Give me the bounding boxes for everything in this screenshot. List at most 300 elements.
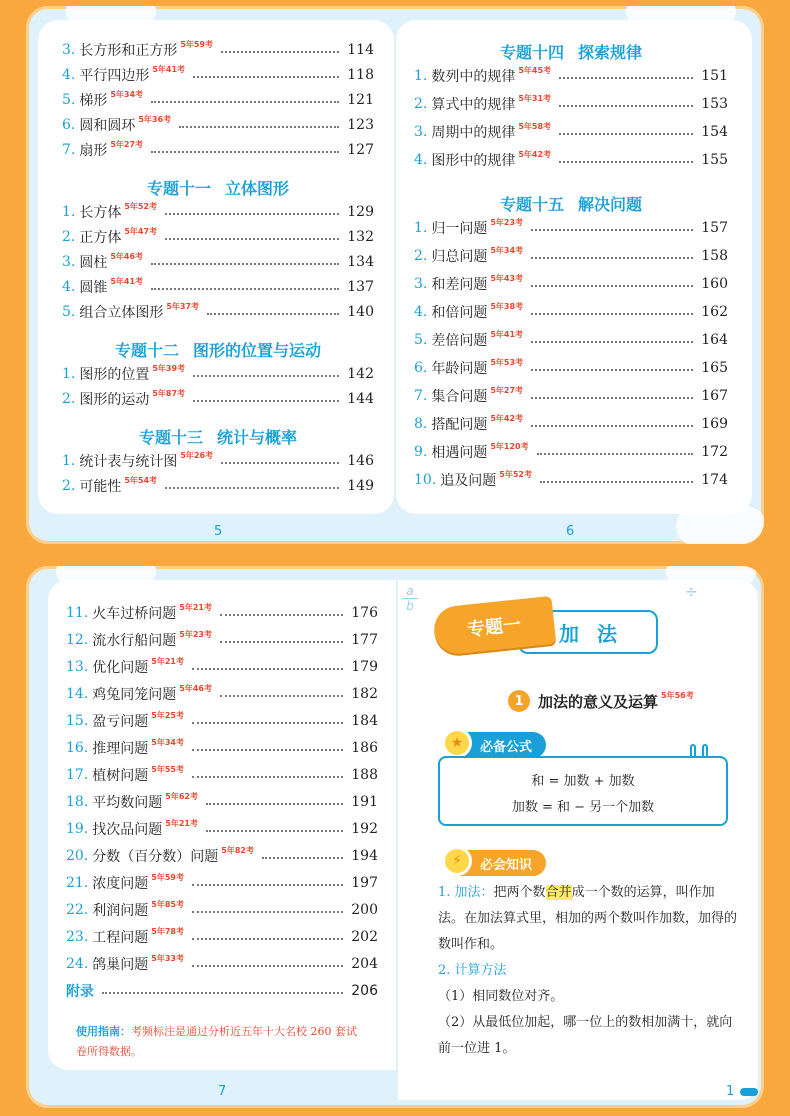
- toc-entry[interactable]: [62, 388, 374, 410]
- frequency-badge: 5年55考: [151, 764, 184, 774]
- toc-entry[interactable]: [66, 791, 378, 813]
- entry-page: 164: [701, 332, 728, 348]
- entry-number: 20.: [66, 848, 89, 864]
- leader-dots: [559, 133, 693, 135]
- toc-entry[interactable]: [414, 273, 728, 295]
- entry-title: 归一问题: [431, 221, 488, 237]
- entry-page: 142: [347, 366, 374, 382]
- frequency-badge: 5年59考: [180, 39, 214, 49]
- leader-dots: [220, 641, 343, 643]
- entry-number: 3.: [62, 42, 76, 58]
- entry-title: 和差问题: [431, 277, 488, 293]
- leader-dots: [559, 77, 693, 79]
- k1-pre: 把两个数: [493, 885, 546, 900]
- lesson-heading: [508, 690, 694, 712]
- frequency-badge: 5年39考: [152, 363, 186, 373]
- page-number-6: 6: [566, 524, 575, 539]
- section-label: 专题十一: [146, 179, 211, 198]
- frequency-badge: 5年27考: [490, 385, 524, 395]
- bottom-spread: [26, 566, 764, 1108]
- leader-dots: [531, 397, 693, 399]
- frequency-badge: 5年56考: [661, 690, 694, 700]
- method-step-2: （2）从最低位加起，哪一位上的数相加满十，就向前一位进 1。: [438, 1015, 733, 1056]
- entry-title: 扇形: [79, 143, 108, 159]
- entry-title: 推理问题: [92, 741, 149, 757]
- entry-number: 21.: [66, 875, 89, 891]
- lesson-title: 加法的意义及运算: [538, 692, 659, 711]
- k1-highlight: 合并: [545, 885, 572, 900]
- entry-page: 153: [701, 96, 728, 112]
- toc-entry[interactable]: [62, 363, 374, 385]
- toc-entry[interactable]: [66, 602, 378, 624]
- entry-number: 5.: [62, 92, 76, 108]
- leader-dots: [165, 487, 339, 489]
- toc-entry[interactable]: [62, 89, 374, 111]
- entry-page: 206: [351, 983, 378, 999]
- leader-dots: [559, 105, 693, 107]
- toc-entry[interactable]: [66, 926, 378, 948]
- entry-number: 1.: [414, 68, 428, 84]
- formula-line: 加数 = 和 − 另一个加数: [511, 800, 655, 815]
- entry-title: 圆和圆环: [79, 118, 136, 134]
- frequency-badge: 5年87考: [152, 388, 186, 398]
- section-title: 图形的位置与运动: [193, 341, 322, 360]
- entry-page: 160: [701, 276, 728, 292]
- entry-title: 差倍问题: [431, 333, 488, 349]
- leader-dots: [151, 101, 339, 103]
- leader-dots: [151, 263, 339, 265]
- leader-dots: [262, 857, 343, 859]
- leader-dots: [540, 481, 693, 483]
- entry-title: 鸡兔同笼问题: [92, 687, 177, 703]
- leader-dots: [220, 614, 343, 616]
- leader-dots: [151, 151, 339, 153]
- entry-page: 123: [347, 117, 374, 133]
- entry-page: 132: [347, 229, 374, 245]
- k1-post: 成一个数的运算，叫作加法。在加法算式里，相加的两个数叫作加数，加得的数叫作和。: [438, 885, 738, 952]
- leader-dots: [192, 722, 343, 724]
- formula-label-text: 必备公式: [480, 739, 533, 755]
- entry-page: 149: [347, 478, 374, 494]
- entry-title: 找次品问题: [92, 822, 163, 838]
- entry-page: 155: [701, 152, 728, 168]
- entry-page: 144: [347, 391, 374, 407]
- entry-title: 追及问题: [440, 473, 497, 489]
- toc-entry[interactable]: [62, 450, 374, 472]
- entry-page: 172: [701, 444, 728, 460]
- leader-dots: [165, 213, 339, 215]
- frequency-badge: 5年31考: [518, 93, 552, 103]
- entry-number: 8.: [414, 416, 428, 432]
- toc-entry[interactable]: [414, 245, 728, 267]
- knowledge-text: [438, 880, 738, 958]
- frequency-badge: 5年38考: [490, 301, 524, 311]
- entry-page: 154: [701, 124, 728, 140]
- frequency-badge: 5年52考: [124, 201, 158, 211]
- frequency-badge: 5年58考: [518, 121, 552, 131]
- entry-page: 188: [351, 767, 378, 783]
- frequency-badge: 5年21考: [165, 818, 198, 828]
- entry-title: 流水行船问题: [92, 633, 177, 649]
- topic-title: 加法: [518, 610, 658, 654]
- toc-entry[interactable]: [414, 441, 728, 463]
- leader-dots: [193, 76, 339, 78]
- toc-entry[interactable]: [62, 201, 374, 223]
- frequency-badge: 5年78考: [151, 926, 184, 936]
- leader-dots: [192, 749, 343, 751]
- entry-page: 151: [701, 68, 728, 84]
- toc-entry[interactable]: [62, 276, 374, 298]
- frequency-badge: 5年82考: [221, 845, 254, 855]
- toc-entry[interactable]: [62, 39, 374, 61]
- leader-dots: [192, 911, 343, 913]
- frequency-badge: 5年23考: [490, 217, 524, 227]
- entry-title: 图形的运动: [79, 392, 150, 408]
- section-title: 探索规律: [578, 43, 643, 62]
- page-number-1: 1: [726, 1084, 735, 1099]
- leader-dots: [531, 313, 693, 315]
- entry-number: 15.: [66, 713, 89, 729]
- entry-title: 长方体: [79, 205, 122, 221]
- entry-page: 179: [351, 659, 378, 675]
- section-title: 解决问题: [578, 195, 643, 214]
- star-icon: ★: [442, 728, 472, 758]
- k1-heading: 1. 加法：: [438, 885, 494, 900]
- entry-number: 6.: [414, 360, 428, 376]
- leader-dots: [221, 51, 339, 53]
- entry-title: 盈亏问题: [92, 714, 149, 730]
- leader-dots: [537, 453, 694, 455]
- section-label: 专题十二: [114, 341, 179, 360]
- entry-title: 算式中的规律: [431, 97, 516, 113]
- entry-number: 19.: [66, 821, 89, 837]
- toc-entry[interactable]: [414, 357, 728, 379]
- frequency-badge: 5年41考: [110, 276, 144, 286]
- toc-entry[interactable]: [62, 251, 374, 273]
- usage-guide: [76, 1022, 366, 1062]
- entry-number: 7.: [62, 142, 76, 158]
- entry-number: 6.: [62, 117, 76, 133]
- frequency-badge: 5年23考: [179, 629, 212, 639]
- guide-label: 使用指南：: [76, 1025, 131, 1038]
- frequency-badge: 5年47考: [124, 226, 158, 236]
- leader-dots: [151, 288, 339, 290]
- toc-entry[interactable]: [62, 301, 374, 323]
- leader-dots: [192, 884, 343, 886]
- entry-number: 2.: [62, 229, 76, 245]
- frequency-badge: 5年120考: [490, 441, 529, 451]
- entry-title: 统计表与统计图: [79, 454, 178, 470]
- entry-page: 118: [347, 67, 374, 83]
- page-tab: [740, 1088, 758, 1096]
- leader-dots: [165, 238, 339, 240]
- entry-page: 137: [347, 279, 374, 295]
- entry-number: 18.: [66, 794, 89, 810]
- entry-page: 184: [351, 713, 378, 729]
- fraction-denominator: b: [406, 599, 414, 613]
- frequency-badge: 5年62考: [165, 791, 198, 801]
- entry-title: 集合问题: [431, 389, 488, 405]
- entry-number: 1.: [62, 204, 76, 220]
- frequency-badge: 5年54考: [124, 475, 158, 485]
- entry-number: 2.: [62, 391, 76, 407]
- section-label: 专题十四: [499, 43, 564, 62]
- toc-entry[interactable]: [414, 149, 728, 171]
- entry-title: 火车过桥问题: [92, 606, 177, 622]
- section-heading-15: [416, 192, 726, 215]
- toc-entry[interactable]: [62, 226, 374, 248]
- fraction-numerator: a: [406, 584, 414, 598]
- method-heading: 2. 计算方法: [438, 963, 507, 978]
- entry-page: 191: [351, 794, 378, 810]
- appendix-title: 附录: [66, 984, 94, 1000]
- lesson-number: 1: [508, 690, 530, 712]
- entry-number: 5.: [414, 332, 428, 348]
- entry-page: 177: [351, 632, 378, 648]
- entry-page: 146: [347, 453, 374, 469]
- entry-number: 24.: [66, 956, 89, 972]
- entry-number: 12.: [66, 632, 89, 648]
- entry-page: 167: [701, 388, 728, 404]
- entry-title: 梯形: [79, 93, 108, 109]
- guide-text: 考频标注是通过分析近五年十大名校 260 套试卷所得数据。: [76, 1025, 357, 1058]
- frequency-badge: 5年34考: [151, 737, 184, 747]
- leader-dots: [559, 161, 693, 163]
- entry-page: 140: [347, 304, 374, 320]
- divide-icon: ÷: [684, 582, 698, 601]
- entry-number: 3.: [414, 124, 428, 140]
- toc-entry[interactable]: [66, 710, 378, 732]
- formula-label: [446, 732, 546, 758]
- entry-page: 157: [701, 220, 728, 236]
- frequency-badge: 5年33考: [151, 953, 184, 963]
- frequency-badge: 5年43考: [490, 273, 524, 283]
- section-title: 立体图形: [225, 179, 290, 198]
- entry-title: 长方形和正方形: [79, 43, 178, 59]
- entry-page: 165: [701, 360, 728, 376]
- toc-entry[interactable]: [66, 818, 378, 840]
- frequency-badge: 5年42考: [518, 149, 552, 159]
- section-heading-13: [62, 425, 374, 448]
- page-number-5: 5: [214, 524, 223, 539]
- toc-entry[interactable]: [66, 656, 378, 678]
- toc-entry[interactable]: [62, 139, 374, 161]
- toc-entry[interactable]: [66, 764, 378, 786]
- entry-page: 162: [701, 304, 728, 320]
- frequency-badge: 5年21考: [151, 656, 184, 666]
- leader-dots: [207, 313, 339, 315]
- entry-title: 和倍问题: [431, 305, 488, 321]
- entry-page: 204: [351, 956, 378, 972]
- frequency-badge: 5年34考: [110, 89, 144, 99]
- entry-page: 114: [347, 42, 374, 58]
- entry-title: 优化问题: [92, 660, 149, 676]
- section-heading-12: [62, 338, 374, 361]
- entry-number: 22.: [66, 902, 89, 918]
- toc-entry[interactable]: [66, 629, 378, 651]
- entry-number: 2.: [62, 478, 76, 494]
- entry-number: 14.: [66, 686, 89, 702]
- entry-number: 4.: [414, 152, 428, 168]
- leader-dots: [193, 375, 339, 377]
- entry-title: 鸽巢问题: [92, 957, 149, 973]
- section-heading-14: [416, 40, 726, 63]
- entry-page: 176: [351, 605, 378, 621]
- entry-page: 127: [347, 142, 374, 158]
- entry-page: 169: [701, 416, 728, 432]
- entry-page: 202: [351, 929, 378, 945]
- toc-entry[interactable]: [66, 845, 378, 867]
- method-step-1: （1）相同数位对齐。: [438, 989, 564, 1004]
- entry-number: 4.: [62, 279, 76, 295]
- frequency-badge: 5年27考: [110, 139, 144, 149]
- toc-entry[interactable]: [414, 65, 728, 87]
- leader-dots: [102, 992, 343, 994]
- toc-entry[interactable]: [414, 329, 728, 351]
- entry-page: 134: [347, 254, 374, 270]
- entry-page: 192: [351, 821, 378, 837]
- leader-dots: [220, 695, 343, 697]
- frequency-badge: 5年41考: [490, 329, 524, 339]
- leader-dots: [192, 938, 343, 940]
- entry-title: 组合立体图形: [79, 305, 164, 321]
- entry-number: 3.: [62, 254, 76, 270]
- frequency-badge: 5年26考: [180, 450, 214, 460]
- top-spread: [26, 6, 764, 544]
- entry-title: 分数（百分数）问题: [92, 849, 219, 865]
- section-heading-11: [62, 176, 374, 199]
- entry-number: 9.: [414, 444, 428, 460]
- frequency-badge: 5年42考: [490, 413, 524, 423]
- toc-entry[interactable]: [66, 683, 378, 705]
- leader-dots: [221, 462, 339, 464]
- frequency-badge: 5年46考: [179, 683, 212, 693]
- section-label: 专题十五: [499, 195, 564, 214]
- section-title: 统计与概率: [217, 428, 298, 447]
- leader-dots: [192, 776, 343, 778]
- frequency-badge: 5年45考: [518, 65, 552, 75]
- entry-page: 129: [347, 204, 374, 220]
- frequency-badge: 5年85考: [151, 899, 184, 909]
- entry-title: 数列中的规律: [431, 69, 516, 85]
- leader-dots: [193, 400, 339, 402]
- lightning-icon: ⚡: [442, 846, 472, 876]
- leader-dots: [192, 668, 343, 670]
- toc-entry[interactable]: [414, 217, 728, 239]
- entry-number: 1.: [62, 453, 76, 469]
- frequency-badge: 5年46考: [110, 251, 144, 261]
- lesson-page: [398, 580, 758, 1100]
- toc-entry[interactable]: [66, 737, 378, 759]
- entry-title: 利润问题: [92, 903, 149, 919]
- leader-dots: [192, 965, 343, 967]
- entry-title: 相遇问题: [431, 445, 488, 461]
- entry-page: 174: [701, 472, 728, 488]
- frequency-badge: 5年53考: [490, 357, 524, 367]
- entry-number: 4.: [414, 304, 428, 320]
- toc-entry[interactable]: [62, 64, 374, 86]
- entry-title: 浓度问题: [92, 876, 149, 892]
- entry-number: 16.: [66, 740, 89, 756]
- entry-title: 图形中的规律: [431, 153, 516, 169]
- toc-entry[interactable]: [414, 93, 728, 115]
- entry-number: 1.: [414, 220, 428, 236]
- toc-entry[interactable]: [414, 469, 728, 491]
- entry-title: 圆锥: [79, 280, 108, 296]
- entry-title: 年龄问题: [431, 361, 488, 377]
- entry-number: 3.: [414, 276, 428, 292]
- leader-dots: [531, 369, 693, 371]
- leader-dots: [531, 425, 693, 427]
- entry-title: 周期中的规律: [431, 125, 516, 141]
- toc-entry[interactable]: [62, 114, 374, 136]
- toc-entry[interactable]: [414, 413, 728, 435]
- entry-number: 13.: [66, 659, 89, 675]
- toc-entry[interactable]: [414, 301, 728, 323]
- entry-number: 11.: [66, 605, 89, 621]
- entry-page: 197: [351, 875, 378, 891]
- leader-dots: [206, 803, 343, 805]
- frequency-badge: 5年37考: [166, 301, 200, 311]
- frequency-badge: 5年41考: [152, 64, 186, 74]
- topic-tag: 专题一: [432, 596, 556, 656]
- fraction-deco: [402, 584, 418, 613]
- entry-title: 工程问题: [92, 930, 149, 946]
- entry-title: 搭配问题: [431, 417, 488, 433]
- entry-number: 7.: [414, 388, 428, 404]
- frequency-badge: 5年34考: [490, 245, 524, 255]
- toc-entry[interactable]: [66, 899, 378, 921]
- entry-title: 圆柱: [79, 255, 108, 271]
- entry-number: 23.: [66, 929, 89, 945]
- entry-number: 5.: [62, 304, 76, 320]
- leader-dots: [206, 830, 343, 832]
- toc-entry[interactable]: [414, 385, 728, 407]
- formula-line: 和 = 加数 + 加数: [531, 774, 635, 789]
- toc-entry[interactable]: [66, 953, 378, 975]
- toc-appendix[interactable]: [66, 980, 378, 1002]
- frequency-badge: 5年21考: [179, 602, 212, 612]
- section-label: 专题十三: [138, 428, 203, 447]
- frequency-badge: 5年52考: [499, 469, 532, 479]
- frequency-badge: 5年25考: [151, 710, 184, 720]
- entry-page: 158: [701, 248, 728, 264]
- entry-title: 图形的位置: [79, 367, 150, 383]
- leader-dots: [531, 257, 693, 259]
- leader-dots: [531, 341, 693, 343]
- frequency-badge: 5年59考: [151, 872, 184, 882]
- frequency-badge: 5年36考: [138, 114, 172, 124]
- toc-entry[interactable]: [62, 475, 374, 497]
- page-number-7: 7: [218, 1084, 227, 1099]
- entry-title: 可能性: [79, 479, 122, 495]
- toc-entry[interactable]: [66, 872, 378, 894]
- knowledge-label-text: 必会知识: [480, 857, 533, 873]
- entry-page: 186: [351, 740, 378, 756]
- entry-page: 194: [351, 848, 378, 864]
- entry-title: 平行四边形: [79, 68, 150, 84]
- leader-dots: [179, 126, 339, 128]
- entry-title: 归总问题: [431, 249, 488, 265]
- leader-dots: [531, 285, 693, 287]
- entry-title: 植树问题: [92, 768, 149, 784]
- entry-page: 200: [351, 902, 378, 918]
- entry-title: 平均数问题: [92, 795, 163, 811]
- formula-box: [438, 756, 728, 826]
- toc-entry[interactable]: [414, 121, 728, 143]
- entry-title: 正方体: [79, 230, 122, 246]
- entry-number: 10.: [414, 472, 437, 488]
